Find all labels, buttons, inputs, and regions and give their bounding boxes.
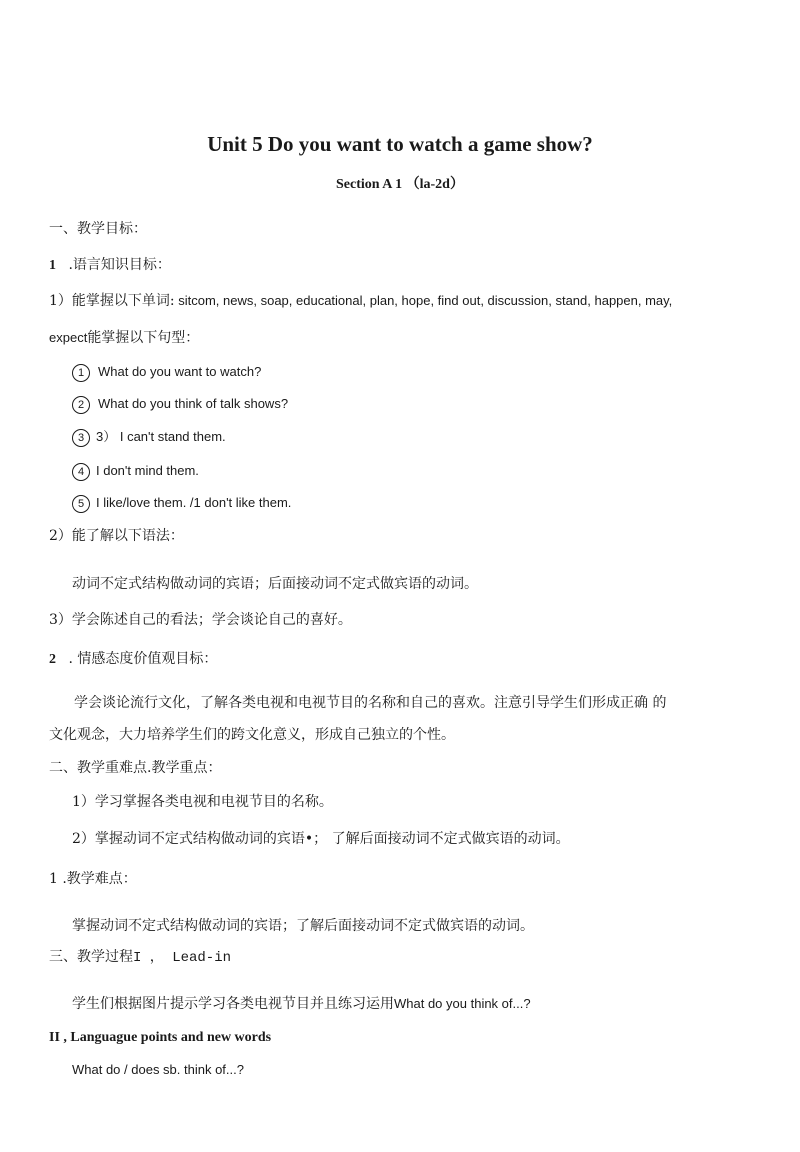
vocab-prefix: 1）能掌握以下单词: [49,293,175,309]
section-1-1-heading [49,256,171,275]
vocab-continuation [49,329,199,347]
key-point-1: 1）学习掌握各类电视和电视节目的名称。 [72,794,333,810]
grammar-text: 动词不定式结构做动词的宾语；后面接动词不定式做宾语的动词。 [72,576,478,592]
leadin-english: What do you think of...? [394,996,531,1011]
circled-number: 2 [72,396,90,414]
document-subtitle: Section A 1 （la-2d） [336,177,464,192]
section-1-2-heading [49,650,217,669]
item-3: 3）学会陈述自己的看法；学会谈论自己的喜好。 [49,612,352,628]
section-2-heading: 二、教学重难点.教学重点： [49,760,222,776]
leadin-chinese: 学生们根据图片提示学习各类电视节目并且练习运用 [72,996,394,1012]
language-point-text: What do / does sb. think of...? [72,1062,244,1077]
sentence-text: What do you want to watch? [98,364,262,379]
circled-number: 3 [72,429,90,447]
grammar-heading: 2）能了解以下语法： [49,528,184,544]
sentence-text: I like/love them. /1 don't like them. [96,495,292,510]
document-title: Unit 5 Do you want to watch a game show? [207,132,593,156]
sentence-item [72,395,288,414]
section-3-heading: 三、教学过程I ， Lead-in [49,950,232,966]
circled-number: 1 [72,364,90,382]
section-number: 2 [49,652,56,667]
leadin-text [72,995,531,1013]
difficulty-heading: 1 .教学难点： [49,871,137,887]
attitude-paragraph-line-1: 学会谈论流行文化，了解各类电视和电视节目的名称和自己的喜欢。注意引导学生们形成正确 的 [74,695,667,711]
sentence-text: 3） I can't stand them. [96,429,226,444]
sentence-patterns-label: 能掌握以下句型： [87,330,200,346]
sentence-item [72,363,261,382]
section-number: 1 [49,258,56,273]
sentence-item [72,428,226,447]
section-label: . 情感态度价值观目标： [68,651,218,667]
vocab-words: sitcom, news, soap, educational, plan, hope, find out, discussion, stand, happen, may, [174,293,673,308]
section-3-2-heading: II , Languague points and new words [49,1030,272,1045]
circled-number: 4 [72,463,90,481]
vocab-line [49,292,672,310]
sentence-text: What do you think of talk shows? [98,396,289,411]
sentence-text: I don't mind them. [96,463,199,478]
section-1-heading: 一、教学目标： [49,221,147,237]
section-label: .语言知识目标： [68,257,171,273]
attitude-paragraph-line-2: 文化观念，大力培养学生们的跨文化意义，形成自己独立的个性。 [49,727,455,743]
sentence-item [72,462,199,481]
circled-number: 5 [72,495,90,513]
key-point-2: 2）掌握动词不定式结构做动词的宾语•； 了解后面接动词不定式做宾语的动词。 [72,831,570,847]
difficulty-text: 掌握动词不定式结构做动词的宾语；了解后面接动词不定式做宾语的动词。 [72,918,534,934]
vocab-word-expect: expect [49,330,88,345]
sentence-item [72,494,291,513]
